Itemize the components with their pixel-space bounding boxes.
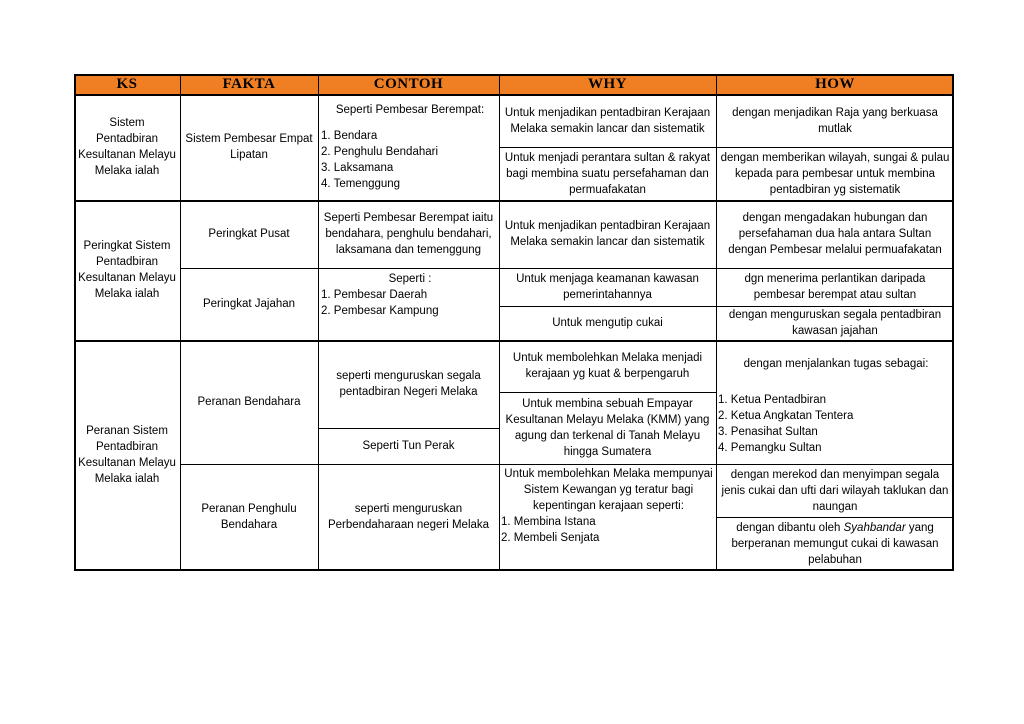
why-text-1b: Untuk menjadi perantara sultan & rakyat bagi membina suatu persefahaman dan permuafakatan: [504, 151, 711, 196]
header-bottom-border: [74, 94, 954, 96]
row-divider: [499, 147, 954, 148]
why-cell-3a: [499, 340, 716, 392]
why-text-3b: Untuk membina sebuah Empayar Kesultanan Melayu Melaka (KMM) yang agung dan terkenal di Tanah Melayu hingga Sumatera: [505, 398, 710, 458]
contoh-cell-2a: [318, 200, 499, 268]
header-how: HOW: [716, 74, 954, 94]
ks-cell-2: [74, 200, 180, 340]
how-text-3b: dengan merekod dan menyimpan segala jenis cukai dan ufti dari wilayah taklukan dan naungan: [721, 468, 949, 513]
how-text-3c-a: dengan dibantu oleh: [736, 521, 841, 534]
how-cell-2b: [716, 268, 954, 306]
fakta-text-2a: Peringkat Pusat: [208, 228, 290, 240]
fakta-cell-3a: [180, 340, 318, 464]
how-cell-1a: [716, 94, 954, 147]
column-border: [180, 74, 181, 571]
list-item: 1. Pembesar Daerah: [321, 289, 428, 301]
list-item: 4. Pemangku Sultan: [718, 442, 822, 454]
list-item: 3. Penasihat Sultan: [718, 426, 818, 438]
contoh-intro-1: Seperti Pembesar Berempat:: [335, 104, 485, 116]
row-divider: [180, 268, 954, 269]
contoh-intro-2b: Seperti :: [388, 273, 432, 285]
list-item: 1. Bendara: [321, 130, 378, 142]
why-text-2a: Untuk menjadikan pentadbiran Kerajaan Melaka semakin lancar dan sistematik: [504, 220, 711, 248]
how-text-3c-b: yang berperanan memungut cukai di kawasan pelabuhan: [731, 521, 939, 566]
contoh-list-2b: [321, 287, 499, 319]
how-cell-2a: [716, 200, 954, 268]
why-cell-2b: [499, 268, 716, 306]
ks-cell-3: [74, 340, 180, 570]
column-border: [499, 74, 500, 571]
fakta-text-1: Sistem Pembesar Empat Lipatan: [185, 133, 313, 161]
row-divider: [180, 464, 954, 465]
fakta-cell-3b: [180, 464, 318, 570]
contoh-cell-1: [318, 94, 499, 200]
how-list-3a: [718, 392, 954, 456]
why-text-2b: Untuk menjaga keamanan kawasan pemerintahannya: [516, 273, 699, 301]
why-list-3c: [501, 514, 716, 546]
ks-text-3: Peranan Sistem Pentadbiran Kesultanan Melayu Melaka ialah: [78, 425, 176, 485]
row-divider: [318, 428, 499, 429]
how-text-2c: dengan menguruskan segala pentadbiran kawasan jajahan: [728, 309, 942, 337]
how-cell-3b: [716, 464, 954, 517]
how-text-3c: [719, 520, 951, 568]
header-contoh: CONTOH: [318, 74, 499, 94]
why-cell-3b: [499, 392, 716, 464]
how-text-2b: dgn menerima perlantikan daripada pembesar berempat atau sultan: [744, 273, 926, 301]
column-border: [318, 74, 319, 571]
why-text-2c: Untuk mengutip cukai: [552, 317, 663, 329]
list-item: 2. Membeli Senjata: [501, 532, 600, 544]
list-item: 2. Ketua Angkatan Tentera: [718, 410, 854, 422]
how-text-3c-em: Syahbandar: [843, 521, 906, 534]
why-intro-3c: Untuk membolehkan Melaka mempunyai Sistem Kewangan yg teratur bagi kepentingan kerajaan seperti:: [504, 468, 713, 512]
column-border: [74, 74, 76, 571]
how-text-1a: dengan menjadikan Raja yang berkuasa mutlak: [732, 106, 938, 135]
contoh-text-2a: Seperti Pembesar Berempat iaitu bendahara, penghulu bendahari, laksamana dan temenggung: [323, 212, 494, 256]
contoh-cell-3a: [318, 340, 499, 428]
why-text-3a: Untuk membolehkan Melaka menjadi kerajaan yg kuat & berpengaruh: [512, 352, 703, 380]
list-item: 3. Laksamana: [321, 162, 394, 174]
list-item: 2. Penghulu Bendahari: [321, 146, 439, 158]
ks-cell-1: [74, 94, 180, 200]
ks-text-1: Sistem Pentadbiran Kesultanan Melayu Melaka ialah: [78, 117, 176, 177]
section-divider: [74, 200, 954, 202]
content-table: [74, 74, 954, 570]
section-divider: [74, 340, 954, 342]
contoh-text-3b: Seperti Tun Perak: [362, 440, 455, 452]
contoh-cell-3b: [318, 428, 499, 464]
how-text-1b: dengan memberikan wilayah, sungai & pulau kepada para pembesar untuk membina pentadbiran yg sistematik: [720, 151, 950, 196]
why-cell-1b: [499, 147, 716, 200]
contoh-text-3a: seperti menguruskan segala pentadbiran Negeri Melaka: [336, 370, 481, 398]
list-item: 2. Pembesar Kampung: [321, 305, 439, 317]
how-cell-3c: [716, 517, 954, 570]
header-why: WHY: [499, 74, 716, 94]
ks-text-2: Peringkat Sistem Pentadbiran Kesultanan Melayu Melaka ialah: [78, 240, 176, 300]
how-intro-3a: dengan menjalankan tugas sebagai:: [743, 358, 929, 370]
how-cell-3a: [716, 340, 954, 464]
list-item: 1. Ketua Pentadbiran: [718, 394, 827, 406]
how-cell-2c: [716, 306, 954, 340]
why-cell-3c: [499, 464, 716, 570]
row-divider: [499, 392, 716, 393]
how-cell-1b: [716, 147, 954, 200]
contoh-cell-2b: [318, 268, 499, 340]
fakta-cell-2b: [180, 268, 318, 340]
column-border: [952, 74, 954, 571]
list-item: 1. Membina Istana: [501, 516, 596, 528]
header-ks: KS: [74, 74, 180, 94]
why-cell-2c: [499, 306, 716, 340]
fakta-cell-2a: [180, 200, 318, 268]
row-divider: [716, 517, 954, 518]
row-divider: [499, 306, 954, 307]
why-text-1a: Untuk menjadikan pentadbiran Kerajaan Melaka semakin lancar dan sistematik: [504, 106, 711, 135]
why-cell-2a: [499, 200, 716, 268]
table-bottom-border: [74, 569, 954, 571]
contoh-cell-3c: [318, 464, 499, 570]
fakta-cell-1: [180, 94, 318, 200]
header-fakta: FAKTA: [180, 74, 318, 94]
column-border: [716, 74, 717, 571]
list-item: 4. Temenggung: [321, 178, 401, 190]
contoh-text-3c: seperti menguruskan Perbendaharaan negeri Melaka: [327, 503, 490, 531]
why-cell-1a: [499, 94, 716, 147]
contoh-list-1: [321, 128, 499, 192]
table-top-border: [74, 74, 954, 76]
fakta-text-2b: Peringkat Jajahan: [202, 298, 296, 310]
fakta-text-3a: Peranan Bendahara: [197, 396, 301, 408]
how-text-2a: dengan mengadakan hubungan dan persefahaman dua hala antara Sultan dengan Pembesar melalui permuafakatan: [728, 212, 942, 256]
fakta-text-3b: Peranan Penghulu Bendahara: [201, 503, 297, 531]
